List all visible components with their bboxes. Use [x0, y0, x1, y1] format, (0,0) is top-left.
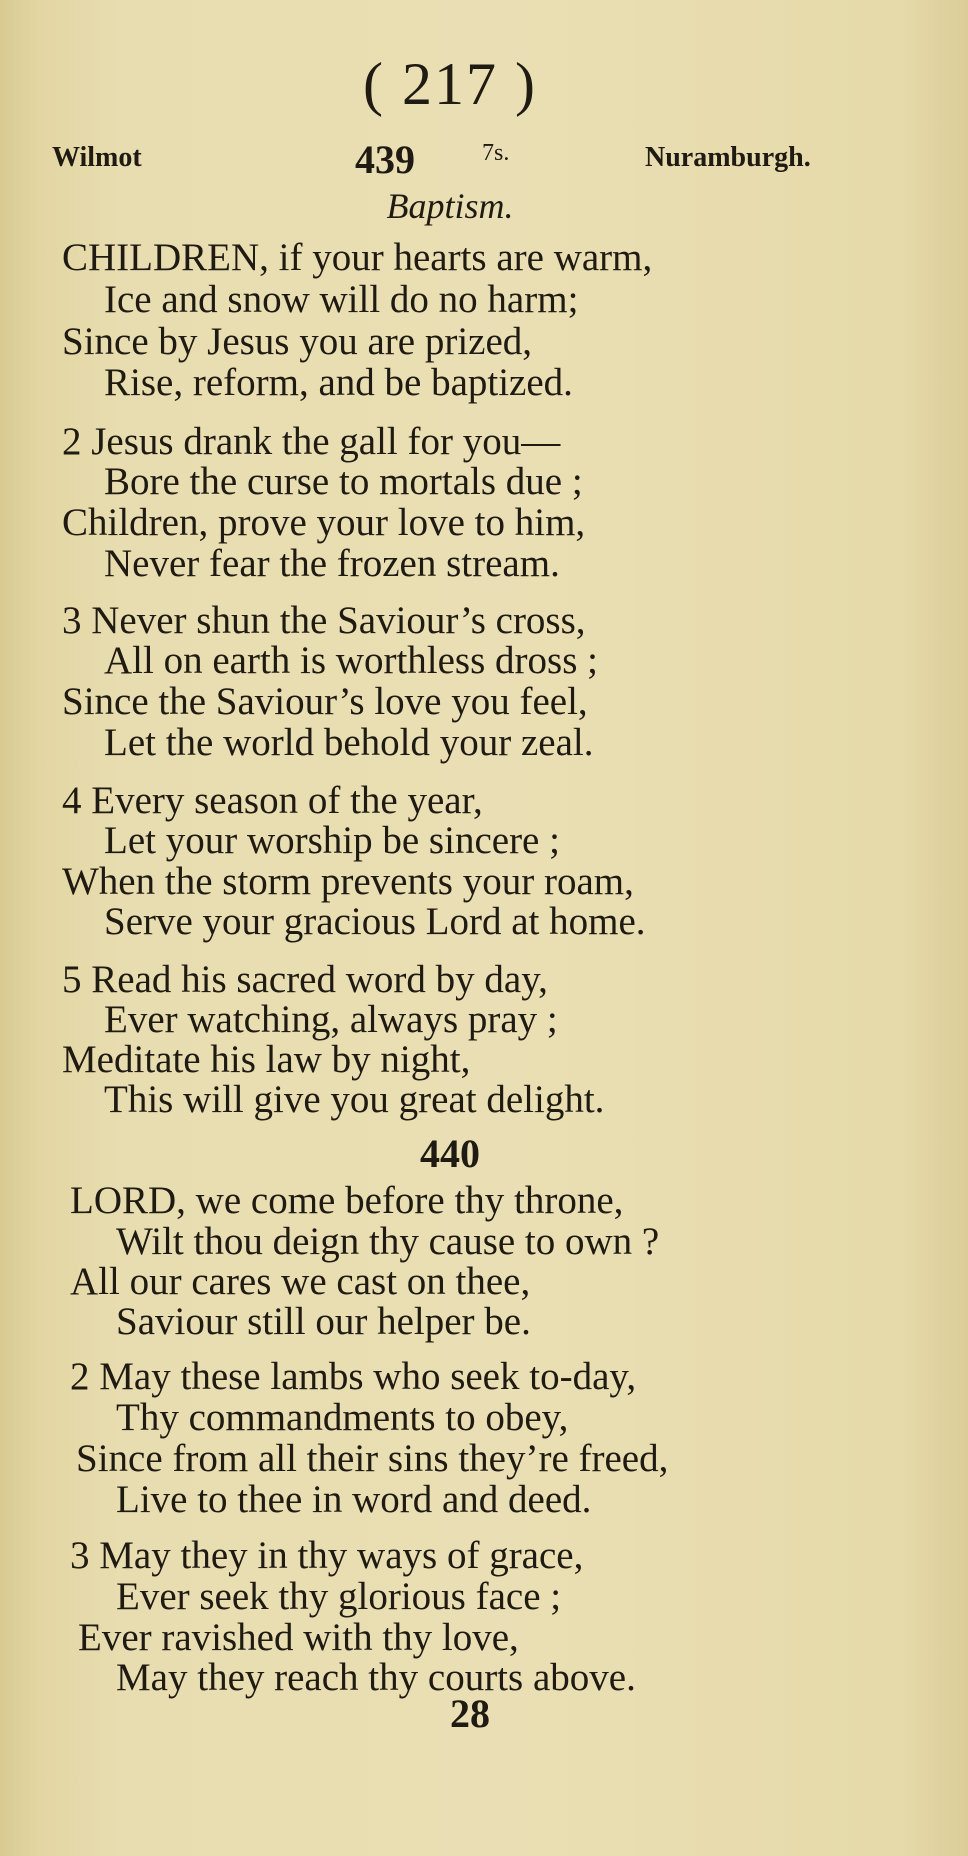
verse-line: Live to thee in word and deed.	[116, 1478, 592, 1521]
verse-line: Since from all their sins they’re freed,	[76, 1437, 669, 1480]
verse-line: Since by Jesus you are prized,	[62, 320, 533, 363]
verse-line: 3 May they in thy ways of grace,	[70, 1534, 584, 1577]
verse-line: Saviour still our helper be.	[116, 1300, 531, 1343]
verse-line: CHILDREN, if your hearts are warm,	[62, 236, 653, 279]
hymn-meter: 7s.	[482, 140, 510, 166]
verse-line: 2 Jesus drank the gall for you—	[62, 420, 561, 463]
verse-line: Never fear the frozen stream.	[104, 542, 560, 585]
verse-line: LORD, we come before thy throne,	[70, 1179, 624, 1222]
verse-line: Let the world behold your zeal.	[104, 721, 594, 764]
verse-line: Let your worship be sincere ;	[104, 819, 560, 862]
verse-line: 2 May these lambs who seek to-day,	[70, 1355, 637, 1398]
verse-line: Bore the curse to mortals due ;	[104, 460, 583, 503]
verse-line: 4 Every season of the year,	[62, 779, 483, 822]
verse-line: All on earth is worthless dross ;	[104, 639, 598, 682]
verse-line: Ever watching, always pray ;	[104, 998, 558, 1041]
hymn-439-header	[0, 136, 968, 186]
verse-line: Serve your gracious Lord at home.	[104, 900, 646, 943]
verse-line: All our cares we cast on thee,	[70, 1260, 531, 1303]
tune-name-right: Nuramburgh.	[645, 142, 811, 173]
verse-line: Since the Saviour’s love you feel,	[62, 680, 588, 723]
verse-line: Ice and snow will do no harm;	[104, 278, 579, 321]
hymn-subject: Baptism.	[386, 186, 514, 226]
hymn-number-439: 439	[355, 137, 415, 182]
verse-line: Ever ravished with thy love,	[78, 1616, 519, 1659]
verse-line: This will give you great delight.	[104, 1078, 605, 1121]
verse-line: Rise, reform, and be baptized.	[104, 361, 573, 404]
verse-line: 5 Read his sacred word by day,	[62, 958, 548, 1001]
page-number: ( 217 )	[363, 51, 537, 117]
verse-line: Wilt thou deign thy cause to own ?	[116, 1220, 660, 1263]
verse-line: 3 Never shun the Saviour’s cross,	[62, 599, 586, 642]
verse-line: Ever seek thy glorious face ;	[116, 1575, 562, 1618]
tune-name-left: Wilmot	[52, 142, 142, 173]
verse-line: May they reach thy courts above.	[116, 1656, 636, 1699]
verse-line: When the storm prevents your roam,	[62, 860, 634, 903]
verse-line: Meditate his law by night,	[62, 1038, 471, 1081]
hymn-number-440: 440	[420, 1131, 480, 1176]
signature-mark: 28	[450, 1691, 490, 1736]
verse-line: Children, prove your love to him,	[62, 501, 586, 544]
verse-line: Thy commandments to obey,	[116, 1396, 569, 1439]
